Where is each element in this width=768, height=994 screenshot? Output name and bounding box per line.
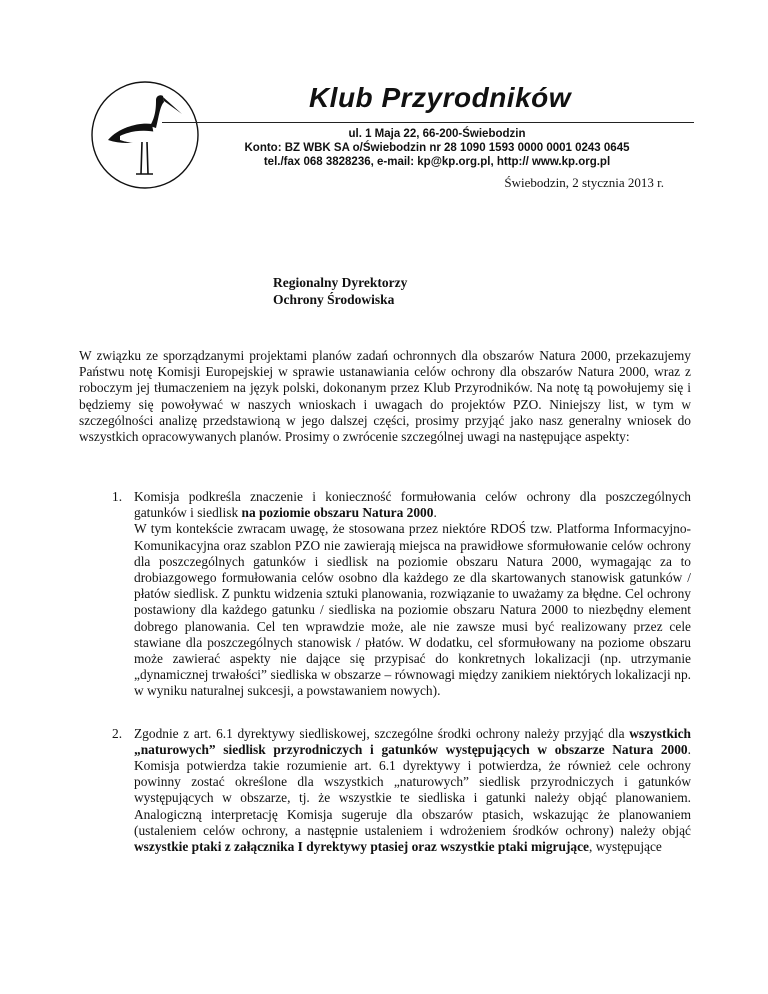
- point-1-lead: Komisja podkreśla znaczenie i konieczność formułowania celów ochrony dla poszczególnych gatunków i siedlisk na poziomie obszaru Natura 2000.: [134, 489, 691, 521]
- intro-paragraph: W związku ze sporządzanymi projektami planów zadań ochronnych dla obszarów Natura 2000, przekazujemy Państwu notę Komisji Europejskiej w sprawie ustanawiania celów ochrony dla obszarów Natura 2000, wraz z roboczym jej tłumaczeniem na język polski, dokonanym przez Klub Przyrodników. Na notę tą powołujemy się i będziemy się powoływać w naszych wnioskach i uwagach do projektów PZO. Niniejszy list, w tym w szczególności analizę przedstawioną w jego dalszej części, prosimy przyjąć jako nasz generalny wniosek do wszystkich opracowywanych planów. Prosimy o zwrócenie szczególnej uwagi na następujące aspekty:: [79, 348, 691, 445]
- point-number: 2.: [112, 725, 123, 741]
- list-item: [79, 489, 691, 700]
- header-divider: [162, 122, 694, 123]
- contact-block: [200, 127, 674, 169]
- contact-line: tel./fax 068 3828236, e-mail: kp@kp.org.pl, http:// www.kp.org.pl: [263, 156, 611, 168]
- points-list: [79, 489, 691, 855]
- recipient-block: [273, 274, 407, 308]
- point-number: 1.: [112, 489, 123, 504]
- stork-logo: [90, 80, 200, 190]
- address-line: ul. 1 Maja 22, 66-200-Świebodzin: [348, 128, 526, 140]
- point-1-body: W tym kontekście zwracam uwagę, że stosowana przez niektóre RDOŚ tzw. Platforma Informacyjno-Komunikacyjna oraz szablon PZO nie zawierają miejsca na prawidłowe sformułowanie celów ochrony dla poszczególnych gatunków i siedlisk na poziomie obszaru Natura 2000, wymagając za to drobiazgowego formułowania celów osobno dla każdego ze dla skartowanych stanowisk gatunków / płatów siedlisk. Z punktu widzenia sztuki planowania, rozwiązanie to uważamy za błędne. Cel ochrony postawiony dla każdego gatunku / siedliska na poziomie obszaru Natura 2000 to niezbędny element dobrego planowania. Cel ten wprawdzie może, ale nie zawsze musi być realizowany przez cele stawiane dla poszczególnych stanowisk / płatów. W dodatku, cel sformułowany na poziome obszaru może zawierać aspekty nie dające się przypisać do konkretnych lokalizacji (np. utrzymanie „dynamicznej trwałości” siedliska w obszarze – równowagi między zanikiem niektórych lokalizacji np. w wyniku naturalnej sukcesji, a powstawaniem nowych).: [134, 521, 691, 699]
- account-line: Konto: BZ WBK SA o/Świebodzin nr 28 1090 1593 0000 0001 0243 0645: [244, 142, 630, 154]
- list-item: [79, 726, 691, 856]
- letter-date: Świebodzin, 2 stycznia 2013 r.: [504, 175, 664, 190]
- recipient-line-1: Regionalny Dyrektorzy: [273, 275, 408, 290]
- org-name: Klub Przyrodników: [308, 82, 572, 113]
- recipient-line-2: Ochrony Środowiska: [273, 292, 395, 307]
- point-2-body: Zgodnie z art. 6.1 dyrektywy siedliskowej, szczególne środki ochrony należy przyjąć dla wszystkich „naturowych” siedlisk przyrodniczych i gatunków występujących w obszarze Natura 2000. Komisja potwierdza takie rozumienie art. 6.1 dyrektywy i potwierdza, że również cele ochrony powinny zostać określone dla wszystkich „naturowych” siedlisk przyrodniczych i gatunków występujących w obszarze, tj. że wszystkie te siedliska i gatunki należy objąć planowaniem. Analogiczną interpretację Komisja sugeruje dla obszarów ptasich, wskazując że planowaniem (ustaleniem celów ochrony, a następnie ustaleniem i wdrożeniem środków ochrony) należy objąć wszystkie ptaki z załącznika I dyrektywy ptasiej oraz wszystkie ptaki migrujące, występujące: [134, 725, 691, 855]
